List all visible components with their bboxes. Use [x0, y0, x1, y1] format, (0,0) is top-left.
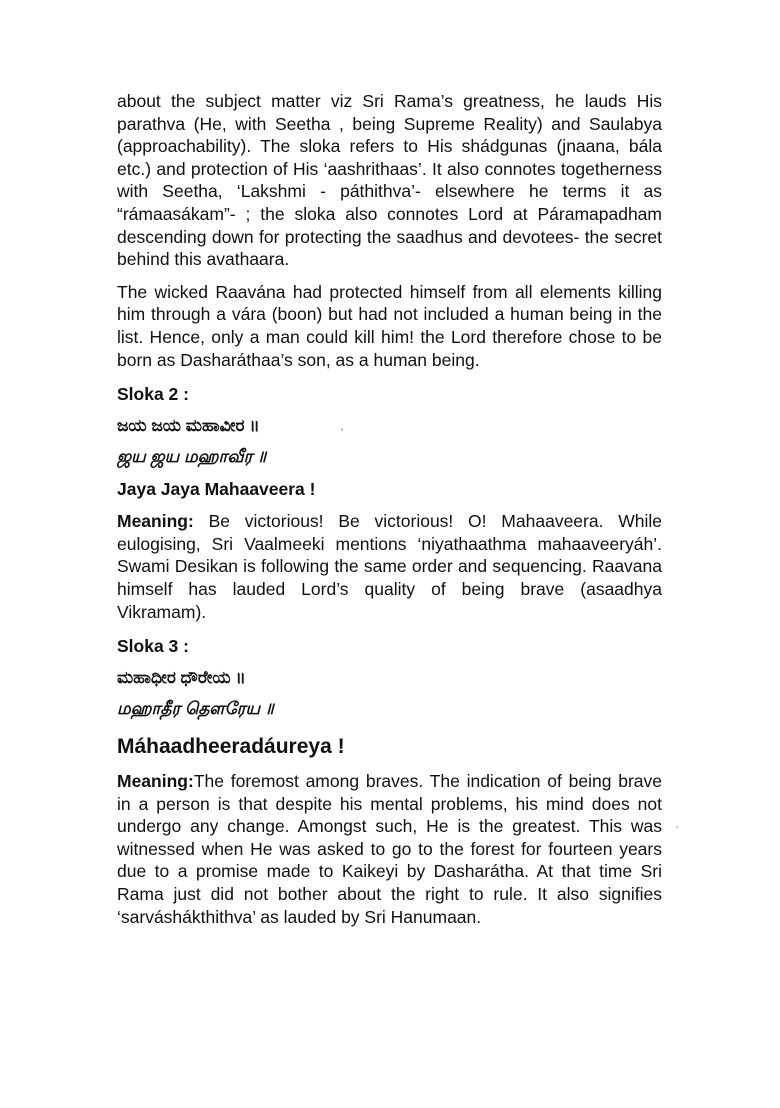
- ravana-paragraph: The wicked Raavána had protected himself from all elements killing him through a vára (boon) but had not included a human being in the list. Hence, only a man could kill him! the Lord therefore chose to be born as Dasharáthaa’s son, as a human being.: [117, 281, 662, 370]
- sloka-2-heading: Sloka 2 :: [117, 384, 189, 405]
- sloka-3-heading: Sloka 3 :: [117, 636, 189, 657]
- sloka-2-meaning-text: Be victorious! Be victorious! O! Mahaaveera. While eulogising, Sri Vaalmeeki mentions ‘niyathaathma mahaaveeryáh’. Swami Desikan is following the same order and sequencing. Raavana himself has lauded Lord’s quality of being brave (asaadhya Vikramam).: [117, 511, 662, 622]
- sloka-3-transliteration: Máhaadheeradáureya !: [117, 735, 345, 759]
- sloka-3-meaning: [117, 770, 662, 928]
- sloka-3-tamil: மஹாதீர தௌரேய ॥: [117, 699, 274, 719]
- scan-speck: [676, 826, 678, 828]
- sloka-2-transliteration: Jaya Jaya Mahaaveera !: [117, 479, 316, 500]
- sloka-3-meaning-label: Meaning:: [117, 771, 194, 792]
- scan-speck: [341, 428, 343, 431]
- sloka-2-meaning-label: Meaning:: [117, 511, 194, 532]
- sloka-2-meaning: [117, 510, 662, 623]
- sloka-3-meaning-text: The foremost among braves. The indication of being brave in a person is that despite his mental problems, his mind does not undergo any change. Amongst such, He is the greatest. This was witnessed when He was asked to go to the forest for fourteen years due to a promise made to Kaikeyi by Dasharátha. At that time Sri Rama just did not bother about the right to rule. It also signifies ‘sarváshákthithva’ as lauded by Sri Hanumaan.: [117, 771, 662, 927]
- page-body: [117, 90, 662, 928]
- sloka-2-tamil: ஜய ஜய மஹாவீர ॥: [117, 447, 266, 467]
- sloka-3-kannada: ಮಹಾಧೀರ ಧೌರೇಯ ॥: [117, 668, 246, 688]
- sloka-2-kannada: ಜಯ ಜಯ ಮಹಾವೀರ ॥: [117, 416, 260, 436]
- intro-paragraph: about the subject matter viz Sri Rama’s greatness, he lauds His parathva (He, with Seetha , being Supreme Reality) and Saulabya (approachability). The sloka refers to His shádgunas (jnaana, bála etc.) and protection of His ‘aashrithaas’. It also connotes togetherness with Seetha, ‘Lakshmi - páthithva’- elsewhere he terms it as “rámaasákam”- ; the sloka also connotes Lord at Páramapadham descending down for protecting the saadhus and devotees- the secret behind this avathaara.: [117, 91, 662, 270]
